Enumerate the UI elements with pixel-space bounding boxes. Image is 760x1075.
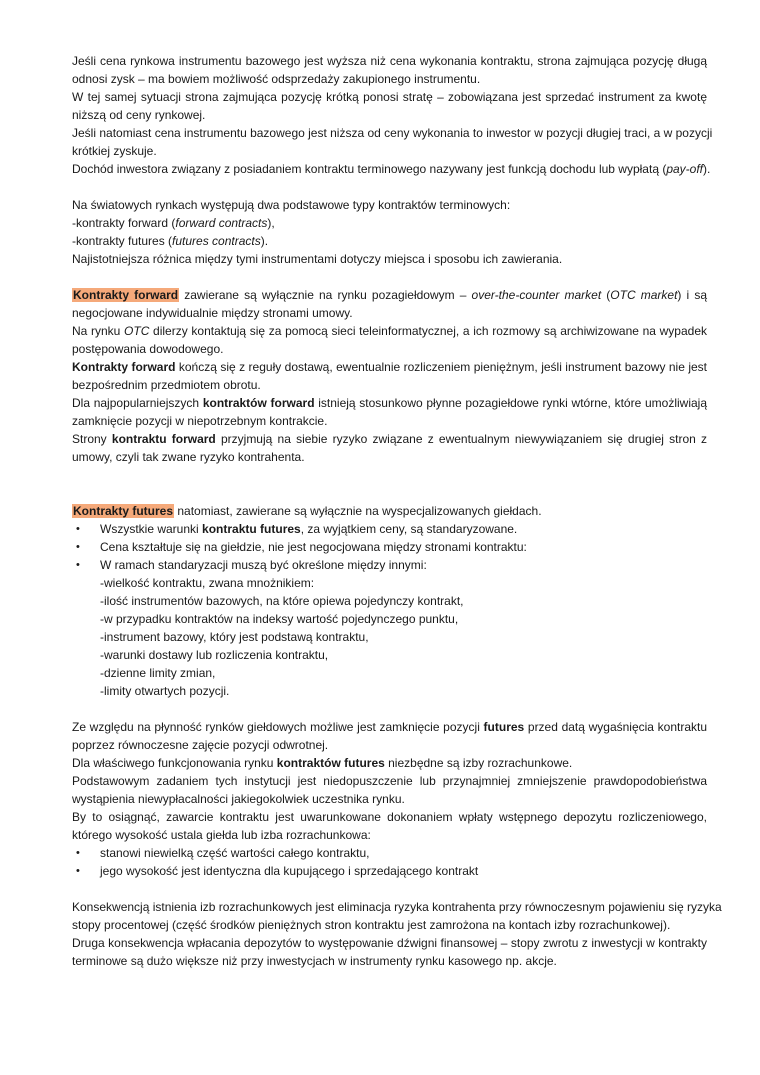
text: niezbędne są izby rozrachunkowe. — [384, 756, 573, 770]
text: postępowania dowodowego. — [72, 342, 224, 356]
text-line — [72, 287, 707, 303]
text: ) i są — [677, 288, 707, 302]
text-line — [72, 935, 707, 951]
text-line — [72, 251, 562, 267]
text: Dochód inwestora związany z posiadaniem kontraktu terminowego nazywany jest funkcją dochodu lub wypłatą ( — [72, 162, 667, 176]
text: zawierane są wyłącznie na rynku pozagiełdowym – — [179, 288, 472, 302]
text-line — [72, 233, 268, 249]
bullet-icon: • — [76, 523, 80, 535]
bullet-icon: • — [76, 541, 80, 553]
text-line — [72, 161, 710, 177]
text: Konsekwencją istnienia izb rozrachunkowych jest eliminacja ryzyka kontrahenta przy równoczesnym pojawieniu się ryzyka — [72, 900, 722, 914]
text: ( — [601, 288, 611, 302]
text-line — [72, 215, 275, 231]
sub-item: -ilość instrumentów bazowych, na które opiewa pojedynczy kontrakt, — [100, 594, 464, 608]
text-line — [72, 899, 722, 915]
text-line — [72, 377, 261, 393]
bullet-item — [100, 539, 527, 555]
bullet-icon: • — [76, 865, 80, 877]
text: jego wysokość jest identyczna dla kupującego i sprzedającego kontrakt — [100, 864, 479, 878]
bold-term: kontraktów futures — [276, 756, 385, 770]
text: By to osiągnąć, zawarcie kontraktu jest uwarunkowane dokonaniem wpłaty wstępnego depozytu rozliczeniowego, — [72, 810, 707, 824]
italic-term: forward contracts — [175, 216, 268, 230]
text-line — [72, 395, 707, 411]
text: natomiast, zawierane są wyłącznie na wyspecjalizowanych giełdach. — [174, 504, 542, 518]
text-line — [72, 89, 707, 105]
text: ), — [267, 216, 275, 230]
text: przyjmują na siebie ryzyko związane z ewentualnym niewywiązaniem się drugiej stron z — [215, 432, 708, 446]
bullet-item — [100, 845, 369, 861]
text-line — [72, 827, 371, 843]
text: zamknięcie pozycji w niepotrzebnym kontrakcie. — [72, 414, 328, 428]
text: ). — [260, 234, 269, 248]
text: niższą od ceny rynkowej. — [72, 108, 206, 122]
text: poprzez równoczesne zajęcie pozycji odwrotnej. — [72, 738, 329, 752]
text-line — [72, 305, 353, 321]
bold-term: Kontrakty forward — [72, 360, 176, 374]
text-line — [72, 449, 305, 465]
text: odnosi zysk – ma bowiem możliwość odsprzedaży zakupionego instrumentu. — [72, 72, 481, 86]
text: W ramach standaryzacji muszą być określone między innymi: — [100, 558, 427, 572]
text: Dla właściwego funkcjonowania rynku — [72, 756, 277, 770]
text: Podstawowym zadaniem tych instytucji jest niedopuszczenie lub przynajmniej zmniejszenie prawdopodobieństwa — [72, 774, 707, 788]
text: stanowi niewielką część wartości całego kontraktu, — [100, 846, 370, 860]
italic-term: futures contracts — [172, 234, 261, 248]
text: ). — [703, 162, 711, 176]
text: negocjowane indywidualnie między stronami umowy. — [72, 306, 353, 320]
bullet-item — [100, 557, 427, 573]
text-line — [72, 197, 510, 213]
text: Ze względu na płynność rynków giełdowych możliwe jest zamknięcie pozycji — [72, 720, 484, 734]
text: , za wyjątkiem ceny, są standaryzowane. — [300, 522, 518, 536]
highlighted-term: Kontrakty futures — [73, 504, 174, 518]
text-line — [72, 809, 707, 825]
text: Druga konsekwencja wpłacania depozytów to występowanie dźwigni finansowej – stopy zwrotu z inwestycji w kontrakty — [72, 936, 707, 950]
bullet-item — [100, 863, 478, 879]
text-line — [72, 323, 707, 339]
italic-term: over-the-counter market — [471, 288, 602, 302]
text: Dla najpopularniejszych — [72, 396, 203, 410]
text-line — [72, 503, 542, 519]
text: Jeśli cena rynkowa instrumentu bazowego jest wyższa niż cena wykonania kontraktu, strona zajmująca pozycję długą — [72, 54, 707, 68]
bold-term: kontraktu forward — [111, 432, 216, 446]
text: -kontrakty futures ( — [72, 234, 173, 248]
text: Na rynku — [72, 324, 125, 338]
text: Na światowych rynkach występują dwa podstawowe typy kontraktów terminowych: — [72, 198, 511, 212]
text-line — [72, 737, 328, 753]
sub-item: -dzienne limity zmian, — [100, 666, 216, 680]
text: Strony — [72, 432, 112, 446]
text-line — [72, 71, 480, 87]
sub-item: -wielkość kontraktu, zwana mnożnikiem: — [100, 576, 315, 590]
text-line — [72, 413, 327, 429]
sub-item: -limity otwartych pozycji. — [100, 684, 230, 698]
text-line — [72, 431, 707, 447]
text-line — [72, 953, 557, 969]
italic-term: OTC market — [610, 288, 678, 302]
text-line — [72, 359, 707, 375]
text: krótkiej zyskuje. — [72, 144, 157, 158]
text-line — [72, 341, 223, 357]
text: przed datą wygaśnięcia kontraktu — [524, 720, 707, 734]
text-line — [72, 755, 572, 771]
bullet-icon: • — [76, 559, 80, 571]
text: kończą się z reguły dostawą, ewentualnie rozliczeniem pieniężnym, jeśli instrument bazowy nie jest — [175, 360, 707, 374]
bold-term: kontraktów forward — [202, 396, 315, 410]
text-line — [72, 773, 707, 789]
bold-term: kontraktu futures — [202, 522, 301, 536]
sub-item: -w przypadku kontraktów na indeksy wartość pojedynczego punktu, — [100, 612, 459, 626]
sub-item: -instrument bazowy, który jest podstawą kontraktu, — [100, 630, 369, 644]
text: Najistotniejsza różnica między tymi instrumentami dotyczy miejsca i sposobu ich zawierania. — [72, 252, 563, 266]
text: istnieją stosunkowo płynne pozagiełdowe rynki wtórne, które umożliwiają — [314, 396, 707, 410]
text-line — [72, 53, 707, 69]
text: Wszystkie warunki — [100, 522, 203, 536]
text-line — [72, 125, 713, 141]
text: umowy, czyli tak zwane ryzyko kontrahenta. — [72, 450, 305, 464]
italic-term: pay-off — [666, 162, 704, 176]
italic-term: OTC — [124, 324, 150, 338]
text: Cena kształtuje się na giełdzie, nie jest negocjowana między stronami kontraktu: — [100, 540, 527, 554]
text: W tej samej sytuacji strona zajmująca pozycję krótką ponosi stratę – zobowiązana jest sprzedać instrument za kwotę — [72, 90, 707, 104]
text: terminowe są dużo większe niż przy inwestycjach w instrumenty rynku kasowego np. akcje. — [72, 954, 557, 968]
text-line — [72, 107, 205, 123]
bullet-icon: • — [76, 847, 80, 859]
text-line — [72, 791, 405, 807]
text-line — [72, 143, 157, 159]
bold-term: futures — [483, 720, 525, 734]
highlighted-term: Kontrakty forward — [73, 288, 179, 302]
text: wystąpienia niewypłacalności jakiegokolwiek uczestnika rynku. — [72, 792, 405, 806]
text: stopy procentowej (część środków pieniężnych stron kontraktu jest zamrożona na kontach izby rozrachunkowej). — [72, 918, 671, 932]
text: bezpośrednim przedmiotem obrotu. — [72, 378, 261, 392]
text-line — [72, 719, 707, 735]
text-line — [72, 917, 670, 933]
text: Jeśli natomiast cena instrumentu bazowego jest niższa od ceny wykonania to inwestor w pozycji długiej traci, a w pozycji — [72, 126, 713, 140]
bullet-item — [100, 521, 517, 537]
text: dilerzy kontaktują się za pomocą sieci teleinformatycznej, a ich rozmowy są archiwizowane na wypadek — [149, 324, 707, 338]
text: -kontrakty forward ( — [72, 216, 176, 230]
sub-item: -warunki dostawy lub rozliczenia kontraktu, — [100, 648, 329, 662]
text: którego wysokość ustala giełda lub izba rozrachunkowa: — [72, 828, 371, 842]
